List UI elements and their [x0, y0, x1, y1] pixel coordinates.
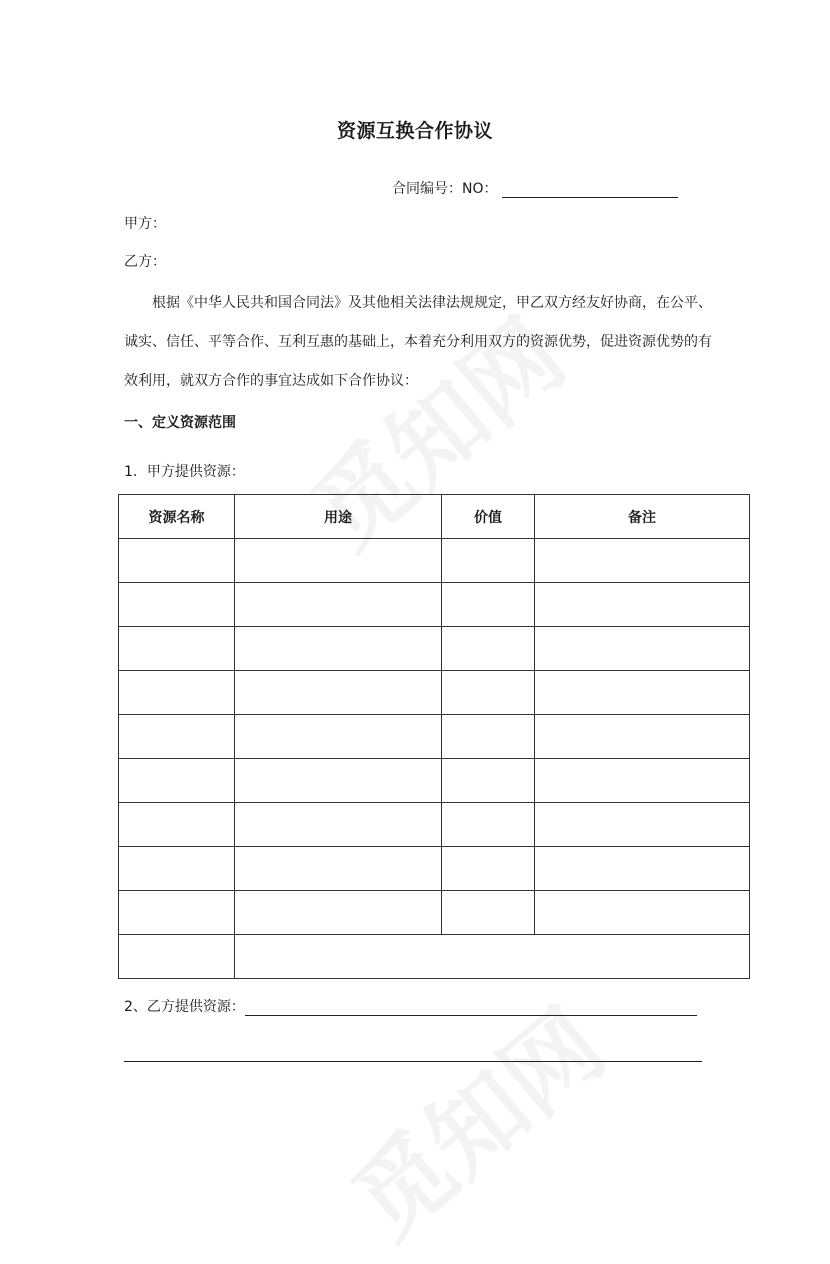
item-2-label: 2、乙方提供资源：: [124, 999, 245, 1015]
table-footer-cell[interactable]: [119, 935, 235, 979]
table-cell[interactable]: [235, 539, 442, 583]
table-row: [119, 847, 750, 891]
table-cell[interactable]: [235, 891, 442, 935]
table-row: [119, 671, 750, 715]
table-cell[interactable]: [535, 759, 750, 803]
fill-in-line[interactable]: [124, 1061, 702, 1062]
contract-number: [392, 178, 678, 198]
table-cell[interactable]: [535, 671, 750, 715]
table-header-row: [119, 495, 750, 539]
table-cell[interactable]: [235, 803, 442, 847]
table-cell[interactable]: [535, 583, 750, 627]
table-footer-row: [119, 935, 750, 979]
table-cell[interactable]: [535, 803, 750, 847]
item-2-blank[interactable]: [245, 999, 697, 1016]
table-row: [119, 583, 750, 627]
header-remarks: 备注: [535, 495, 750, 539]
party-b-label: 乙方：: [124, 254, 166, 270]
table-cell[interactable]: [442, 583, 535, 627]
item-2: [124, 996, 697, 1016]
resource-table: [118, 494, 750, 979]
section-1-heading: 一、定义资源范围: [124, 415, 236, 431]
table-row: [119, 891, 750, 935]
table-footer-merged-cell[interactable]: [235, 935, 750, 979]
header-usage: 用途: [235, 495, 442, 539]
table-cell[interactable]: [119, 627, 235, 671]
table-cell[interactable]: [235, 583, 442, 627]
document-title: 资源互换合作协议: [336, 120, 493, 142]
party-a-label: 甲方：: [124, 216, 166, 232]
table-cell[interactable]: [235, 715, 442, 759]
table-row: [119, 759, 750, 803]
table-row: [119, 539, 750, 583]
table-cell[interactable]: [235, 847, 442, 891]
table-cell[interactable]: [535, 715, 750, 759]
table-row: [119, 627, 750, 671]
table-cell[interactable]: [535, 539, 750, 583]
table-cell[interactable]: [119, 583, 235, 627]
table-cell[interactable]: [442, 627, 535, 671]
contract-number-label: 合同编号：NO：: [392, 181, 498, 197]
table-cell[interactable]: [119, 891, 235, 935]
table-cell[interactable]: [442, 539, 535, 583]
table-cell[interactable]: [119, 803, 235, 847]
table-cell[interactable]: [442, 847, 535, 891]
table-cell[interactable]: [119, 759, 235, 803]
table-cell[interactable]: [442, 891, 535, 935]
table-cell[interactable]: [119, 847, 235, 891]
table-row: [119, 803, 750, 847]
table-cell[interactable]: [535, 891, 750, 935]
table-cell[interactable]: [442, 759, 535, 803]
table-cell[interactable]: [442, 803, 535, 847]
table-cell[interactable]: [119, 715, 235, 759]
table-cell[interactable]: [235, 627, 442, 671]
table-cell[interactable]: [442, 671, 535, 715]
watermark-lower: [320, 973, 629, 1263]
table-cell[interactable]: [535, 627, 750, 671]
contract-number-blank[interactable]: [502, 181, 678, 198]
table-cell[interactable]: [535, 847, 750, 891]
table-cell[interactable]: [442, 715, 535, 759]
table-cell[interactable]: [119, 539, 235, 583]
intro-paragraph: 根据《中华人民共和国合同法》及其他相关法律法规规定，甲乙双方经友好协商，在公平、诚实、信任、平等合作、互利互惠的基础上，本着充分利用双方的资源优势，促进资源优势的有效利用，就双方合作的事宜达成如下合作协议：: [124, 295, 712, 389]
header-resource-name: 资源名称: [119, 495, 235, 539]
header-value: 价值: [442, 495, 535, 539]
table-row: [119, 715, 750, 759]
table-cell[interactable]: [119, 671, 235, 715]
item-1-label: 1．甲方提供资源：: [124, 464, 245, 480]
table-cell[interactable]: [235, 671, 442, 715]
table-cell[interactable]: [235, 759, 442, 803]
